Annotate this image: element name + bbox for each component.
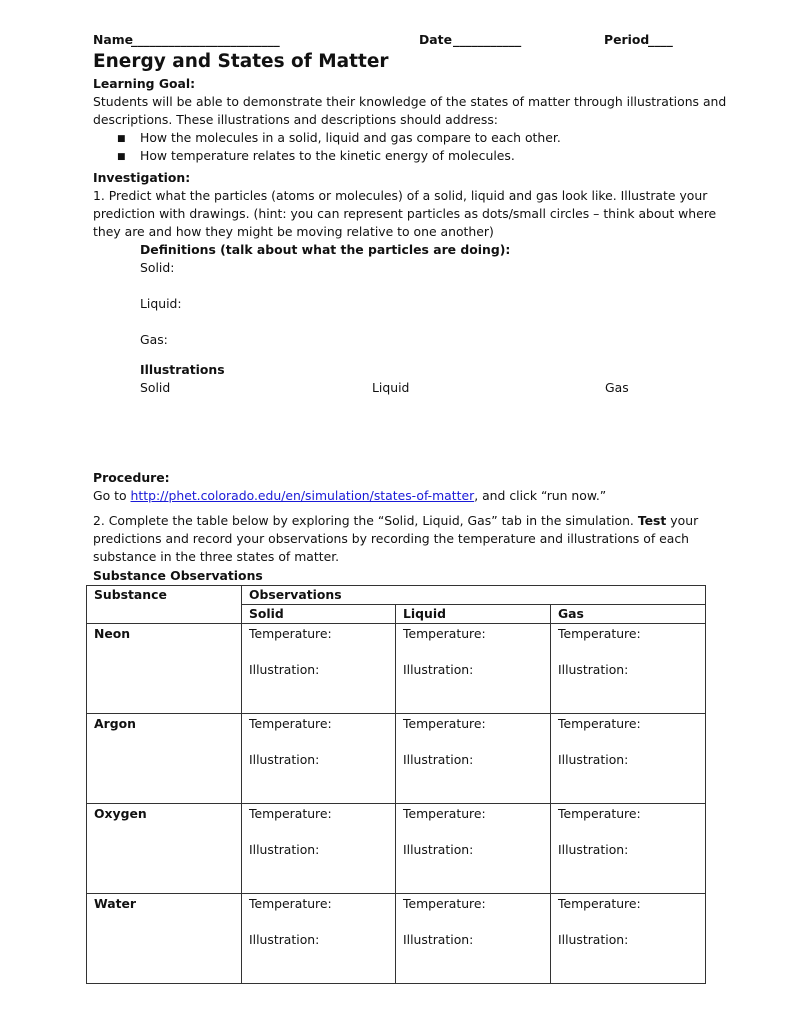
illustration-label: Illustration: (403, 932, 474, 947)
temperature-label: Temperature: (558, 896, 641, 911)
header-substance (87, 586, 242, 624)
observation-cell-solid[interactable] (242, 894, 396, 984)
definition-liquid-label: Liquid: (140, 296, 182, 311)
header-gas-label: Gas (558, 606, 584, 621)
definition-solid-label: Solid: (140, 260, 175, 275)
step2-line3: substance in the three states of matter. (93, 549, 340, 564)
learning-goal-text-line2: descriptions. These illustrations and descriptions should address: (93, 112, 498, 127)
phet-simulation-link[interactable]: http://phet.colorado.edu/en/simulation/states-of-matter (130, 488, 475, 503)
table-body (87, 624, 706, 984)
period-blank[interactable]: ____ (648, 32, 673, 47)
illustration-label: Illustration: (403, 662, 474, 677)
observation-cell-liquid[interactable] (396, 894, 551, 984)
illustration-label: Illustration: (558, 932, 629, 947)
header-observations-label: Observations (249, 587, 342, 602)
observation-cell-gas[interactable] (551, 624, 706, 714)
observation-cell-liquid[interactable] (396, 624, 551, 714)
substance-cell (87, 714, 242, 804)
procedure-heading: Procedure: (93, 470, 170, 485)
illustration-label: Illustration: (403, 842, 474, 857)
substance-name: Oxygen (94, 806, 147, 821)
table-row (87, 804, 706, 894)
header-solid-label: Solid (249, 606, 284, 621)
investigation-text-line1: 1. Predict what the particles (atoms or molecules) of a solid, liquid and gas look like. Illustrate your (93, 188, 708, 203)
table-row (87, 894, 706, 984)
period-label: Period (604, 32, 650, 47)
header-observations (242, 586, 706, 605)
table-row (87, 714, 706, 804)
temperature-label: Temperature: (403, 716, 486, 731)
substance-cell (87, 894, 242, 984)
procedure-line (93, 487, 606, 505)
learning-goal-bullet: How the molecules in a solid, liquid and gas compare to each other. (140, 130, 561, 145)
table-header-row (87, 586, 706, 605)
temperature-label: Temperature: (558, 806, 641, 821)
observation-cell-gas[interactable] (551, 804, 706, 894)
date-label: Date (419, 32, 452, 47)
step2-test-word: Test (637, 513, 667, 528)
header-gas (551, 605, 706, 624)
observation-cell-solid[interactable] (242, 714, 396, 804)
illustration-label: Illustration: (403, 752, 474, 767)
observation-cell-gas[interactable] (551, 714, 706, 804)
substance-name: Water (94, 896, 137, 911)
illustration-label: Illustration: (249, 662, 320, 677)
table-row (87, 624, 706, 714)
definition-gas-label: Gas: (140, 332, 168, 347)
substance-name: Argon (94, 716, 136, 731)
name-blank[interactable]: ________________________ (131, 32, 280, 47)
illustration-label: Illustration: (558, 662, 629, 677)
observation-cell-gas[interactable] (551, 894, 706, 984)
header-substance-label: Substance (94, 587, 167, 602)
temperature-label: Temperature: (403, 806, 486, 821)
substance-cell (87, 624, 242, 714)
investigation-text-line2: prediction with drawings. (hint: you can represent particles as dots/small circles – think about where (93, 206, 717, 221)
table-caption: Substance Observations (93, 568, 263, 583)
header-liquid-label: Liquid (403, 606, 446, 621)
step2-line1-end: your (670, 513, 699, 528)
date-blank[interactable]: ___________ (453, 32, 522, 47)
page-title: Energy and States of Matter (93, 51, 389, 72)
illustration-liquid-label: Liquid (372, 380, 410, 395)
substance-cell (87, 804, 242, 894)
illustration-label: Illustration: (558, 752, 629, 767)
investigation-heading: Investigation: (93, 170, 191, 185)
observation-cell-solid[interactable] (242, 804, 396, 894)
header-liquid (396, 605, 551, 624)
step2-line1 (93, 512, 698, 530)
observation-cell-solid[interactable] (242, 624, 396, 714)
illustrations-heading: Illustrations (140, 362, 225, 377)
temperature-label: Temperature: (249, 626, 332, 641)
substance-name: Neon (94, 626, 131, 641)
temperature-label: Temperature: (249, 896, 332, 911)
observation-cell-liquid[interactable] (396, 804, 551, 894)
bullet-icon: ■ (117, 134, 126, 144)
learning-goal-heading: Learning Goal: (93, 76, 196, 91)
illustration-label: Illustration: (249, 842, 320, 857)
temperature-label: Temperature: (558, 626, 641, 641)
illustration-gas-label: Gas (605, 380, 629, 395)
header-solid (242, 605, 396, 624)
learning-goal-bullet: How temperature relates to the kinetic energy of molecules. (140, 148, 515, 163)
learning-goal-text-line1: Students will be able to demonstrate their knowledge of the states of matter through illustrations and (93, 94, 727, 109)
go-to-text: Go to (93, 488, 127, 503)
after-link-text: , and click “run now.” (474, 488, 607, 503)
definitions-heading: Definitions (talk about what the particles are doing): (140, 242, 511, 257)
temperature-label: Temperature: (403, 896, 486, 911)
observation-cell-liquid[interactable] (396, 714, 551, 804)
bullet-icon: ■ (117, 152, 126, 162)
step2-line1-text: 2. Complete the table below by exploring the “Solid, Liquid, Gas” tab in the simulation. (93, 513, 634, 528)
name-label: Name (93, 32, 134, 47)
investigation-text-line3: they are and how they might be moving relative to one another) (93, 224, 494, 239)
temperature-label: Temperature: (249, 806, 332, 821)
illustration-solid-label: Solid (140, 380, 171, 395)
illustration-label: Illustration: (558, 842, 629, 857)
temperature-label: Temperature: (249, 716, 332, 731)
step2-line2: predictions and record your observations by recording the temperature and illustrations of each (93, 531, 690, 546)
substance-observations-table (86, 585, 706, 984)
illustration-label: Illustration: (249, 752, 320, 767)
temperature-label: Temperature: (558, 716, 641, 731)
illustration-label: Illustration: (249, 932, 320, 947)
temperature-label: Temperature: (403, 626, 486, 641)
